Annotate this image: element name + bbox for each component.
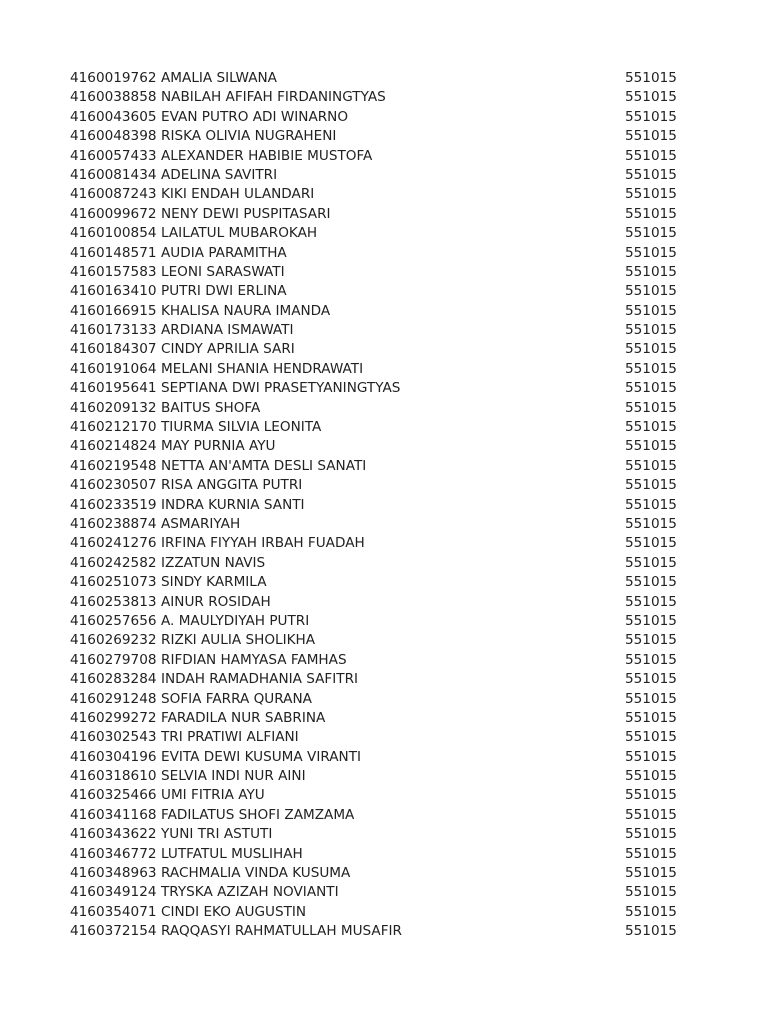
student-id: 4160349124 (70, 884, 157, 901)
list-item (0, 88, 768, 107)
student-id: 4160251073 (70, 574, 157, 591)
student-name: SEPTIANA DWI PRASETYANINGTYAS (161, 380, 401, 397)
student-name: YUNI TRI ASTUTI (161, 826, 273, 843)
student-id: 4160372154 (70, 923, 157, 940)
program-code: 551015 (625, 884, 677, 901)
list-item (0, 244, 768, 263)
student-name: MELANI SHANIA HENDRAWATI (161, 360, 364, 377)
program-code: 551015 (625, 225, 677, 242)
student-name: RISA ANGGITA PUTRI (161, 477, 303, 494)
student-id: 4160081434 (70, 166, 157, 183)
list-item (0, 360, 768, 379)
student-id: 4160219548 (70, 457, 157, 474)
program-code: 551015 (625, 380, 677, 397)
student-name: TRI PRATIWI ALFIANI (161, 729, 299, 746)
student-id: 4160038858 (70, 89, 157, 106)
program-code: 551015 (625, 166, 677, 183)
list-item (0, 534, 768, 553)
student-name: ADELINA SAVITRI (161, 166, 278, 183)
program-code: 551015 (625, 612, 677, 629)
student-name: NETTA AN'AMTA DESLI SANATI (161, 457, 367, 474)
program-code: 551015 (625, 554, 677, 571)
student-name: TRYSKA AZIZAH NOVIANTI (161, 884, 339, 901)
student-list (0, 69, 768, 942)
list-item (0, 437, 768, 456)
student-id: 4160242582 (70, 554, 157, 571)
student-name: ARDIANA ISMAWATI (161, 322, 294, 339)
program-code: 551015 (625, 147, 677, 164)
list-item (0, 883, 768, 902)
list-item (0, 282, 768, 301)
student-id: 4160230507 (70, 477, 157, 494)
list-item (0, 476, 768, 495)
student-id: 4160173133 (70, 322, 157, 339)
program-code: 551015 (625, 535, 677, 552)
program-code: 551015 (625, 826, 677, 843)
list-item (0, 709, 768, 728)
list-item (0, 108, 768, 127)
student-id: 4160346772 (70, 845, 157, 862)
student-id: 4160214824 (70, 438, 157, 455)
student-name: TIURMA SILVIA LEONITA (161, 419, 322, 436)
list-item (0, 302, 768, 321)
program-code: 551015 (625, 574, 677, 591)
list-item (0, 321, 768, 340)
list-item (0, 651, 768, 670)
program-code: 551015 (625, 244, 677, 261)
list-item (0, 670, 768, 689)
student-name: MAY PURNIA AYU (161, 438, 276, 455)
list-item (0, 554, 768, 573)
student-name: UMI FITRIA AYU (161, 787, 265, 804)
student-id: 4160253813 (70, 593, 157, 610)
student-name: FADILATUS SHOFI ZAMZAMA (161, 806, 355, 823)
list-item (0, 690, 768, 709)
program-code: 551015 (625, 729, 677, 746)
student-name: NABILAH AFIFAH FIRDANINGTYAS (161, 89, 386, 106)
program-code: 551015 (625, 128, 677, 145)
student-name: INDRA KURNIA SANTI (161, 496, 305, 513)
program-code: 551015 (625, 89, 677, 106)
list-item (0, 147, 768, 166)
student-id: 4160343622 (70, 826, 157, 843)
student-name: EVITA DEWI KUSUMA VIRANTI (161, 748, 362, 765)
student-name: RIFDIAN HAMYASA FAMHAS (161, 651, 347, 668)
program-code: 551015 (625, 438, 677, 455)
student-id: 4160302543 (70, 729, 157, 746)
list-item (0, 166, 768, 185)
program-code: 551015 (625, 108, 677, 125)
student-id: 4160048398 (70, 128, 157, 145)
list-item (0, 806, 768, 825)
student-name: PUTRI DWI ERLINA (161, 283, 287, 300)
program-code: 551015 (625, 748, 677, 765)
student-id: 4160191064 (70, 360, 157, 377)
student-id: 4160318610 (70, 768, 157, 785)
student-id: 4160269232 (70, 632, 157, 649)
list-item (0, 825, 768, 844)
program-code: 551015 (625, 399, 677, 416)
student-id: 4160304196 (70, 748, 157, 765)
student-id: 4160184307 (70, 341, 157, 358)
program-code: 551015 (625, 671, 677, 688)
student-name: CINDY APRILIA SARI (161, 341, 295, 358)
list-item (0, 418, 768, 437)
program-code: 551015 (625, 768, 677, 785)
program-code: 551015 (625, 360, 677, 377)
student-name: NENY DEWI PUSPITASARI (161, 205, 331, 222)
list-item (0, 185, 768, 204)
student-name: RISKA OLIVIA NUGRAHENI (161, 128, 337, 145)
student-id: 4160087243 (70, 186, 157, 203)
student-name: AINUR ROSIDAH (161, 593, 271, 610)
student-name: KHALISA NAURA IMANDA (161, 302, 331, 319)
student-id: 4160348963 (70, 865, 157, 882)
student-name: LEONI SARASWATI (161, 263, 285, 280)
list-item (0, 612, 768, 631)
list-item (0, 845, 768, 864)
list-item (0, 340, 768, 359)
program-code: 551015 (625, 787, 677, 804)
list-item (0, 728, 768, 747)
program-code: 551015 (625, 457, 677, 474)
student-name: RACHMALIA VINDA KUSUMA (161, 865, 351, 882)
student-id: 4160043605 (70, 108, 157, 125)
student-name: IZZATUN NAVIS (161, 554, 266, 571)
list-item (0, 786, 768, 805)
student-id: 4160057433 (70, 147, 157, 164)
list-item (0, 457, 768, 476)
program-code: 551015 (625, 322, 677, 339)
student-name: BAITUS SHOFA (161, 399, 261, 416)
student-id: 4160099672 (70, 205, 157, 222)
program-code: 551015 (625, 341, 677, 358)
program-code: 551015 (625, 186, 677, 203)
program-code: 551015 (625, 302, 677, 319)
student-name: FARADILA NUR SABRINA (161, 709, 326, 726)
list-item (0, 224, 768, 243)
list-item (0, 379, 768, 398)
program-code: 551015 (625, 651, 677, 668)
program-code: 551015 (625, 283, 677, 300)
student-id: 4160283284 (70, 671, 157, 688)
list-item (0, 767, 768, 786)
student-id: 4160157583 (70, 263, 157, 280)
student-name: SINDY KARMILA (161, 574, 267, 591)
student-name: EVAN PUTRO ADI WINARNO (161, 108, 349, 125)
program-code: 551015 (625, 690, 677, 707)
program-code: 551015 (625, 593, 677, 610)
student-name: RIZKI AULIA SHOLIKHA (161, 632, 316, 649)
list-item (0, 864, 768, 883)
list-item (0, 515, 768, 534)
student-id: 4160195641 (70, 380, 157, 397)
program-code: 551015 (625, 845, 677, 862)
student-name: KIKI ENDAH ULANDARI (161, 186, 315, 203)
program-code: 551015 (625, 515, 677, 532)
program-code: 551015 (625, 923, 677, 940)
student-name: ALEXANDER HABIBIE MUSTOFA (161, 147, 373, 164)
program-code: 551015 (625, 70, 677, 86)
student-name: RAQQASYI RAHMATULLAH MUSAFIR (161, 923, 402, 940)
student-name: CINDI EKO AUGUSTIN (161, 903, 307, 920)
student-id: 4160299272 (70, 709, 157, 726)
student-id: 4160291248 (70, 690, 157, 707)
list-item (0, 399, 768, 418)
student-name: LUTFATUL MUSLIHAH (161, 845, 303, 862)
student-name: A. MAULYDIYAH PUTRI (161, 612, 310, 629)
list-item (0, 593, 768, 612)
student-id: 4160148571 (70, 244, 157, 261)
program-code: 551015 (625, 419, 677, 436)
list-item (0, 496, 768, 515)
program-code: 551015 (625, 865, 677, 882)
student-id: 4160166915 (70, 302, 157, 319)
program-code: 551015 (625, 205, 677, 222)
student-id: 4160212170 (70, 419, 157, 436)
student-id: 4160100854 (70, 225, 157, 242)
list-item (0, 573, 768, 592)
student-name: INDAH RAMADHANIA SAFITRI (161, 671, 359, 688)
student-id: 4160279708 (70, 651, 157, 668)
list-item (0, 922, 768, 941)
student-id: 4160241276 (70, 535, 157, 552)
list-item (0, 903, 768, 922)
student-name: LAILATUL MUBAROKAH (161, 225, 318, 242)
student-id: 4160209132 (70, 399, 157, 416)
student-name: SELVIA INDI NUR AINI (161, 768, 306, 785)
program-code: 551015 (625, 903, 677, 920)
student-id: 4160325466 (70, 787, 157, 804)
student-name: AMALIA SILWANA (161, 70, 277, 86)
program-code: 551015 (625, 477, 677, 494)
program-code: 551015 (625, 806, 677, 823)
student-name: SOFIA FARRA QURANA (161, 690, 312, 707)
student-name: AUDIA PARAMITHA (161, 244, 287, 261)
student-id: 4160354071 (70, 903, 157, 920)
program-code: 551015 (625, 709, 677, 726)
student-name: ASMARIYAH (161, 515, 241, 532)
program-code: 551015 (625, 496, 677, 513)
list-item (0, 748, 768, 767)
list-item (0, 127, 768, 146)
program-code: 551015 (625, 632, 677, 649)
student-id: 4160238874 (70, 515, 157, 532)
student-id: 4160163410 (70, 283, 157, 300)
student-id: 4160233519 (70, 496, 157, 513)
list-item (0, 205, 768, 224)
program-code: 551015 (625, 263, 677, 280)
student-name: IRFINA FIYYAH IRBAH FUADAH (161, 535, 365, 552)
list-item (0, 263, 768, 282)
list-item (0, 69, 768, 88)
student-id: 4160257656 (70, 612, 157, 629)
student-id: 4160341168 (70, 806, 157, 823)
student-id: 4160019762 (70, 70, 157, 86)
list-item (0, 631, 768, 650)
